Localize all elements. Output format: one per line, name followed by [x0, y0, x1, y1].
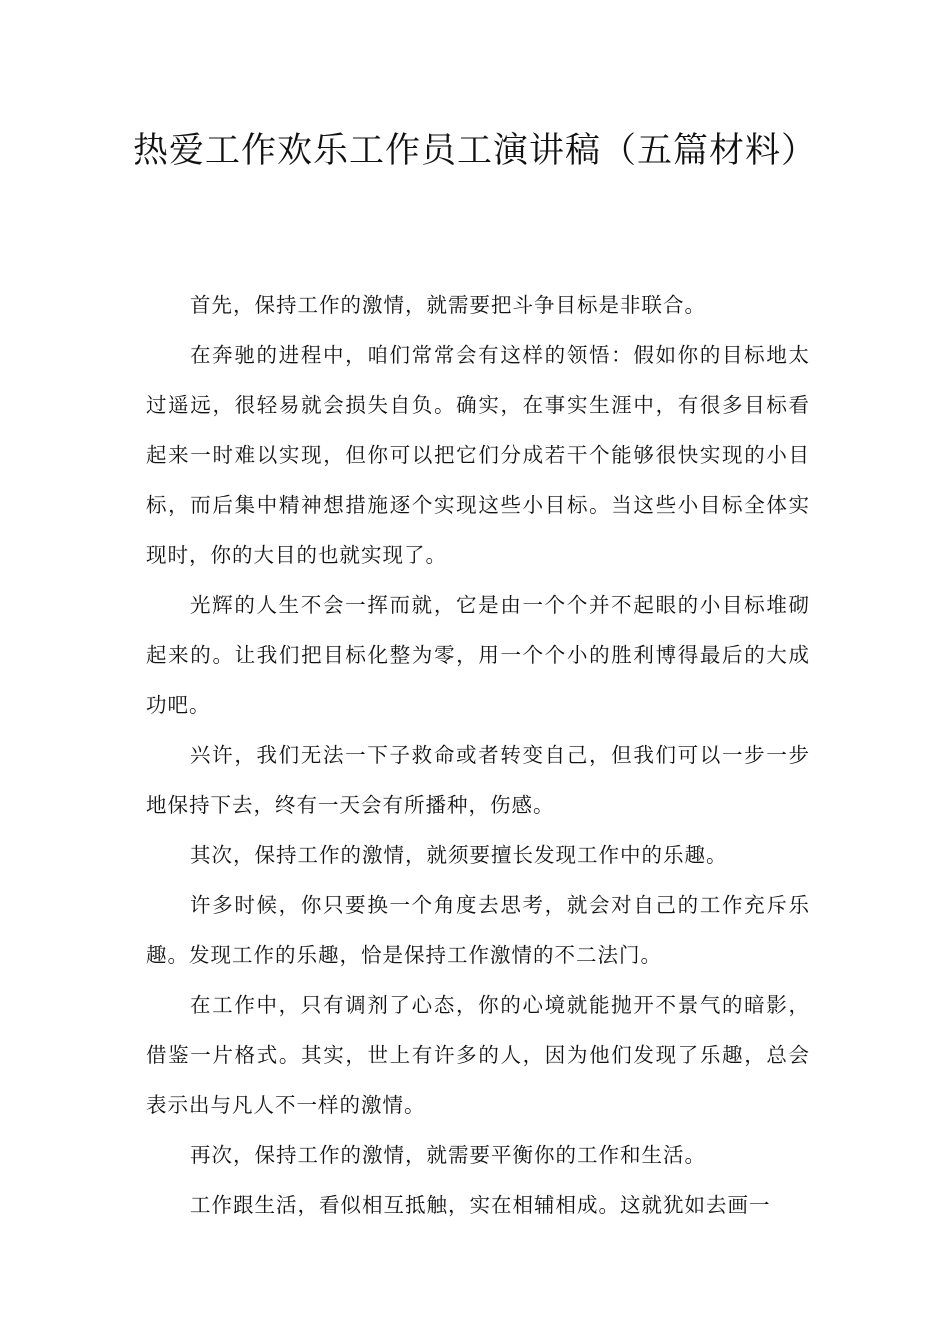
paragraph: 再次，保持工作的激情，就需要平衡你的工作和生活。	[190, 1143, 706, 1167]
paragraph: 工作跟生活，看似相互抵触，实在相辅相成。这就犹如去画一	[190, 1193, 771, 1217]
paragraph: 许多时候，你只要换一个角度去思考，就会对自己的工作充斥乐趣。发现工作的乐趣，恰是保持工作激情的不二法门。	[146, 893, 810, 967]
document-title: 热爱工作欢乐工作员工演讲稿（五篇材料）	[132, 131, 817, 171]
paragraph: 其次，保持工作的激情，就须要擅长发现工作中的乐趣。	[190, 843, 728, 867]
paragraph: 兴许，我们无法一下子救命或者转变自己，但我们可以一步一步地保持下去，终有一天会有所播种，伤感。	[146, 743, 810, 817]
document-body	[146, 280, 810, 1230]
paragraph: 首先，保持工作的激情，就需要把斗争目标是非联合。	[190, 293, 706, 317]
paragraph: 在工作中，只有调剂了心态，你的心境就能抛开不景气的暗影，借鉴一片格式。其实，世上有许多的人，因为他们发现了乐趣，总会表示出与凡人不一样的激情。	[146, 993, 810, 1117]
paragraph: 光辉的人生不会一挥而就，它是由一个个并不起眼的小目标堆砌起来的。让我们把目标化整为零，用一个个小的胜利博得最后的大成功吧。	[146, 593, 810, 717]
paragraph: 在奔驰的进程中，咱们常常会有这样的领悟：假如你的目标地太过遥远，很轻易就会损失自负。确实，在事实生涯中，有很多目标看起来一时难以实现，但你可以把它们分成若干个能够很快实现的小目标，而后集中精神想措施逐个实现这些小目标。当这些小目标全体实现时，你的大目的也就实现了。	[146, 343, 810, 567]
